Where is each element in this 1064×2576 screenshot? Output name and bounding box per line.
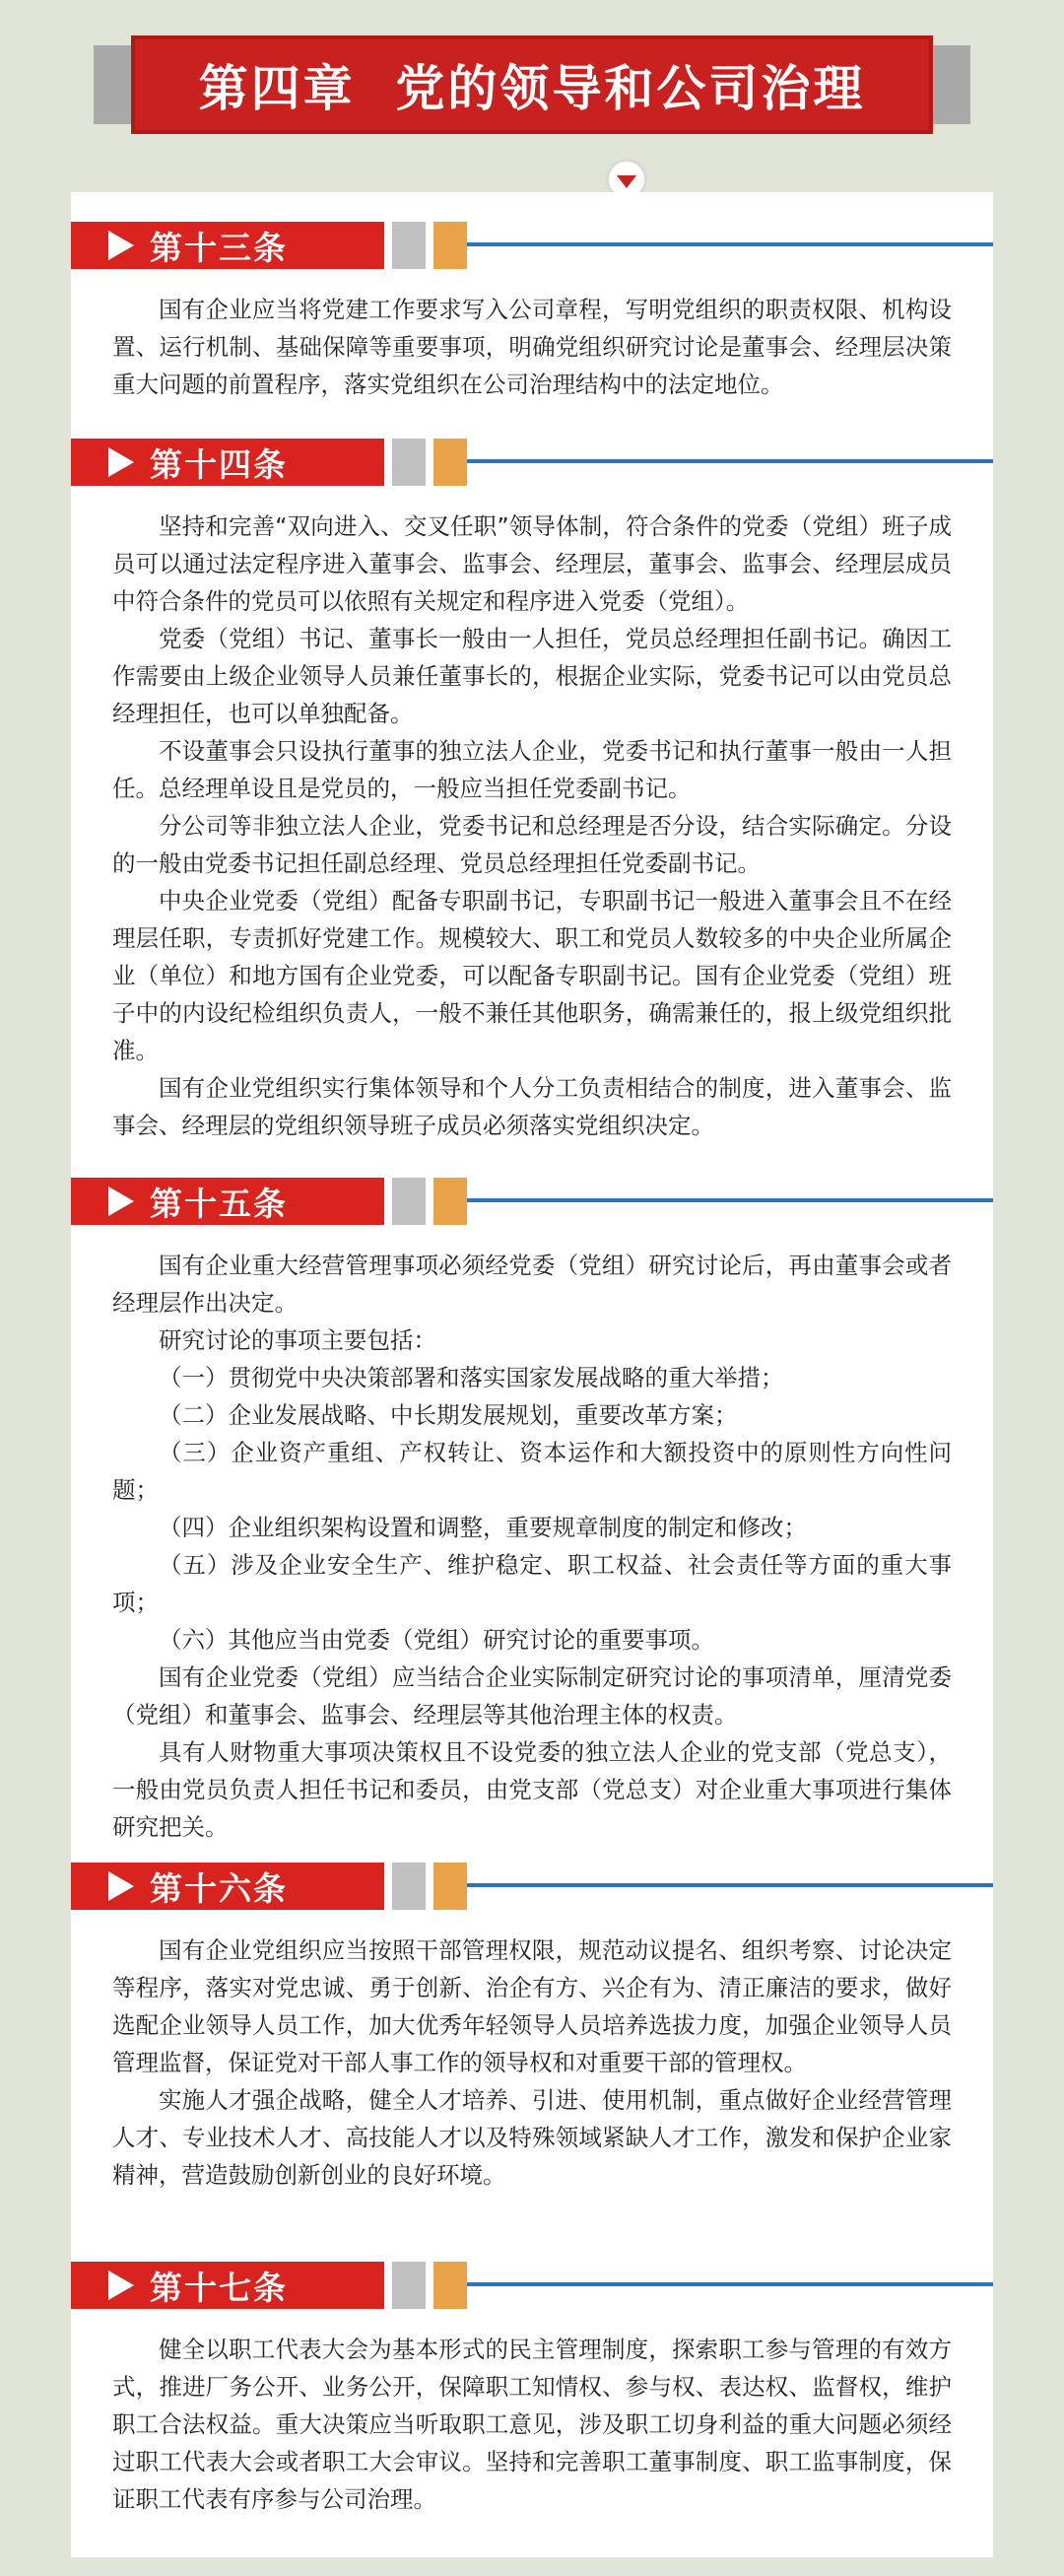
article-paragraph: （二）企业发展战略、中长期发展规划，重要改革方案；	[159, 1401, 738, 1429]
header-orange-block	[433, 439, 467, 486]
article-header	[71, 1178, 993, 1225]
article-title: 第十三条	[150, 228, 288, 267]
article-header	[71, 2262, 993, 2309]
article-16	[71, 1863, 993, 2194]
play-arrow-icon	[108, 1871, 134, 1901]
article-title: 第十四条	[150, 444, 288, 484]
article-paragraph: （六）其他应当由党委（党组）研究讨论的重要事项。	[159, 1626, 714, 1654]
header-orange-block	[433, 222, 467, 269]
content-panel	[71, 192, 993, 2557]
article-tag	[71, 1863, 384, 1910]
header-divider-line	[467, 1198, 993, 1202]
header-grey-block	[392, 439, 426, 486]
play-arrow-icon	[108, 2271, 134, 2300]
article-paragraph: 国有企业党组织实行集体领导和个人分工负责相结合的制度，进入董事会、监事会、经理层的党组织领导班子成员必须落实党组织决定。	[112, 1074, 952, 1139]
article-paragraph: 具有人财物重大事项决策权且不设党委的独立法人企业的党支部（党总支），一般由党员负责人担任书记和委员，由党支部（党总支）对企业重大事项进行集体研究把关。	[112, 1738, 952, 1841]
article-header	[71, 439, 993, 486]
article-paragraph: 国有企业应当将党建工作要求写入公司章程，写明党组织的职责权限、机构设置、运行机制、基础保障等重要事项，明确党组织研究讨论是董事会、经理层决策重大问题的前置程序，落实党组织在公司治理结构中的法定地位。	[112, 296, 952, 398]
article-title: 第十七条	[150, 2268, 288, 2307]
header-grey-block	[392, 222, 426, 269]
header-divider-line	[467, 1883, 993, 1887]
header-divider-line	[467, 459, 993, 463]
article-body	[71, 1910, 993, 2194]
header-divider-line	[467, 242, 993, 246]
play-arrow-icon	[108, 447, 134, 477]
article-header	[71, 1863, 993, 1910]
article-tag	[71, 439, 384, 486]
article-title: 第十六条	[150, 1868, 288, 1908]
header-grey-block	[392, 1178, 426, 1225]
article-paragraph: 国有企业重大经营管理事项必须经党委（党组）研究讨论后，再由董事会或者经理层作出决定。	[112, 1252, 952, 1317]
chapter-header-left-bar	[94, 45, 133, 124]
article-14	[71, 439, 993, 1144]
article-body	[71, 269, 993, 403]
article-paragraph: 研究讨论的事项主要包括：	[159, 1326, 436, 1354]
article-paragraph: 不设董事会只设执行董事的独立法人企业，党委书记和执行董事一般由一人担任。总经理单设且是党员的，一般应当担任党委副书记。	[112, 737, 952, 802]
header-orange-block	[433, 2262, 467, 2309]
header-grey-block	[392, 1863, 426, 1910]
header-grey-block	[392, 2262, 426, 2309]
article-body	[71, 2309, 993, 2518]
article-paragraph: （四）企业组织架构设置和调整，重要规章制度的制定和修改；	[159, 1514, 807, 1541]
article-header	[71, 222, 993, 269]
article-paragraph: 国有企业党委（党组）应当结合企业实际制定研究讨论的事项清单，厘清党委（党组）和董事会、监事会、经理层等其他治理主体的权责。	[112, 1663, 952, 1729]
chapter-title: 第四章 党的领导和公司治理	[198, 60, 866, 117]
play-arrow-icon	[108, 1186, 134, 1216]
article-body	[71, 1225, 993, 1846]
article-paragraph: 分公司等非独立法人企业，党委书记和总经理是否分设，结合实际确定。分设的一般由党委书记担任副总经理、党员总经理担任党委副书记。	[112, 812, 952, 877]
article-tag	[71, 222, 384, 269]
article-paragraph: 党委（党组）书记、董事长一般由一人担任，党员总经理担任副书记。确因工作需要由上级企业领导人员兼任董事长的，根据企业实际，党委书记可以由党员总经理担任，也可以单独配备。	[112, 625, 952, 727]
header-orange-block	[433, 1863, 467, 1910]
article-paragraph: 中央企业党委（党组）配备专职副书记，专职副书记一般进入董事会且不在经理层任职，专责抓好党建工作。规模较大、职工和党员人数较多的中央企业所属企业（单位）和地方国有企业党委，可以配备专职副书记。国有企业党委（党组）班子中的内设纪检组织负责人，一般不兼任其他职务，确需兼任的，报上级党组织批准。	[112, 887, 952, 1064]
chapter-header-right-bar	[931, 45, 970, 124]
article-paragraph: （五）涉及企业安全生产、维护稳定、职工权益、社会责任等方面的重大事项；	[112, 1551, 952, 1616]
article-17	[71, 2262, 993, 2518]
article-15	[71, 1178, 993, 1846]
article-tag	[71, 1178, 384, 1225]
article-paragraph: （一）贯彻党中央决策部署和落实国家发展战略的重大举措；	[159, 1364, 784, 1391]
header-orange-block	[433, 1178, 467, 1225]
article-paragraph: （三）企业资产重组、产权转让、资本运作和大额投资中的原则性方向性问题；	[112, 1439, 952, 1504]
chapter-banner	[131, 35, 933, 134]
article-paragraph: 健全以职工代表大会为基本形式的民主管理制度，探索职工参与管理的有效方式，推进厂务公开、业务公开，保障职工知情权、参与权、表达权、监督权，维护职工合法权益。重大决策应当听取职工意见，涉及职工切身利益的重大问题必须经过职工代表大会或者职工大会审议。坚持和完善职工董事制度、职工监事制度，保证职工代表有序参与公司治理。	[112, 2336, 952, 2513]
article-tag	[71, 2262, 384, 2309]
chapter-header	[94, 35, 970, 144]
article-paragraph: 坚持和完善“双向进入、交叉任职”领导体制，符合条件的党委（党组）班子成员可以通过法定程序进入董事会、监事会、经理层，董事会、监事会、经理层成员中符合条件的党员可以依照有关规定和程序进入党委（党组）。	[112, 512, 952, 615]
article-paragraph: 国有企业党组织应当按照干部管理权限，规范动议提名、组织考察、讨论决定等程序，落实对党忠诚、勇于创新、治企有方、兴企有为、清正廉洁的要求，做好选配企业领导人员工作，加大优秀年轻领导人员培养选拔力度，加强企业领导人员管理监督，保证党对干部人事工作的领导权和对重要干部的管理权。	[112, 1936, 952, 2076]
article-title: 第十五条	[150, 1184, 288, 1223]
article-13	[71, 222, 993, 403]
article-paragraph: 实施人才强企战略，健全人才培养、引进、使用机制，重点做好企业经营管理人才、专业技术人才、高技能人才以及特殊领域紧缺人才工作，激发和保护企业家精神，营造鼓励创新创业的良好环境。	[112, 2086, 952, 2189]
header-divider-line	[467, 2282, 993, 2286]
article-body	[71, 486, 993, 1144]
play-arrow-icon	[108, 231, 134, 260]
